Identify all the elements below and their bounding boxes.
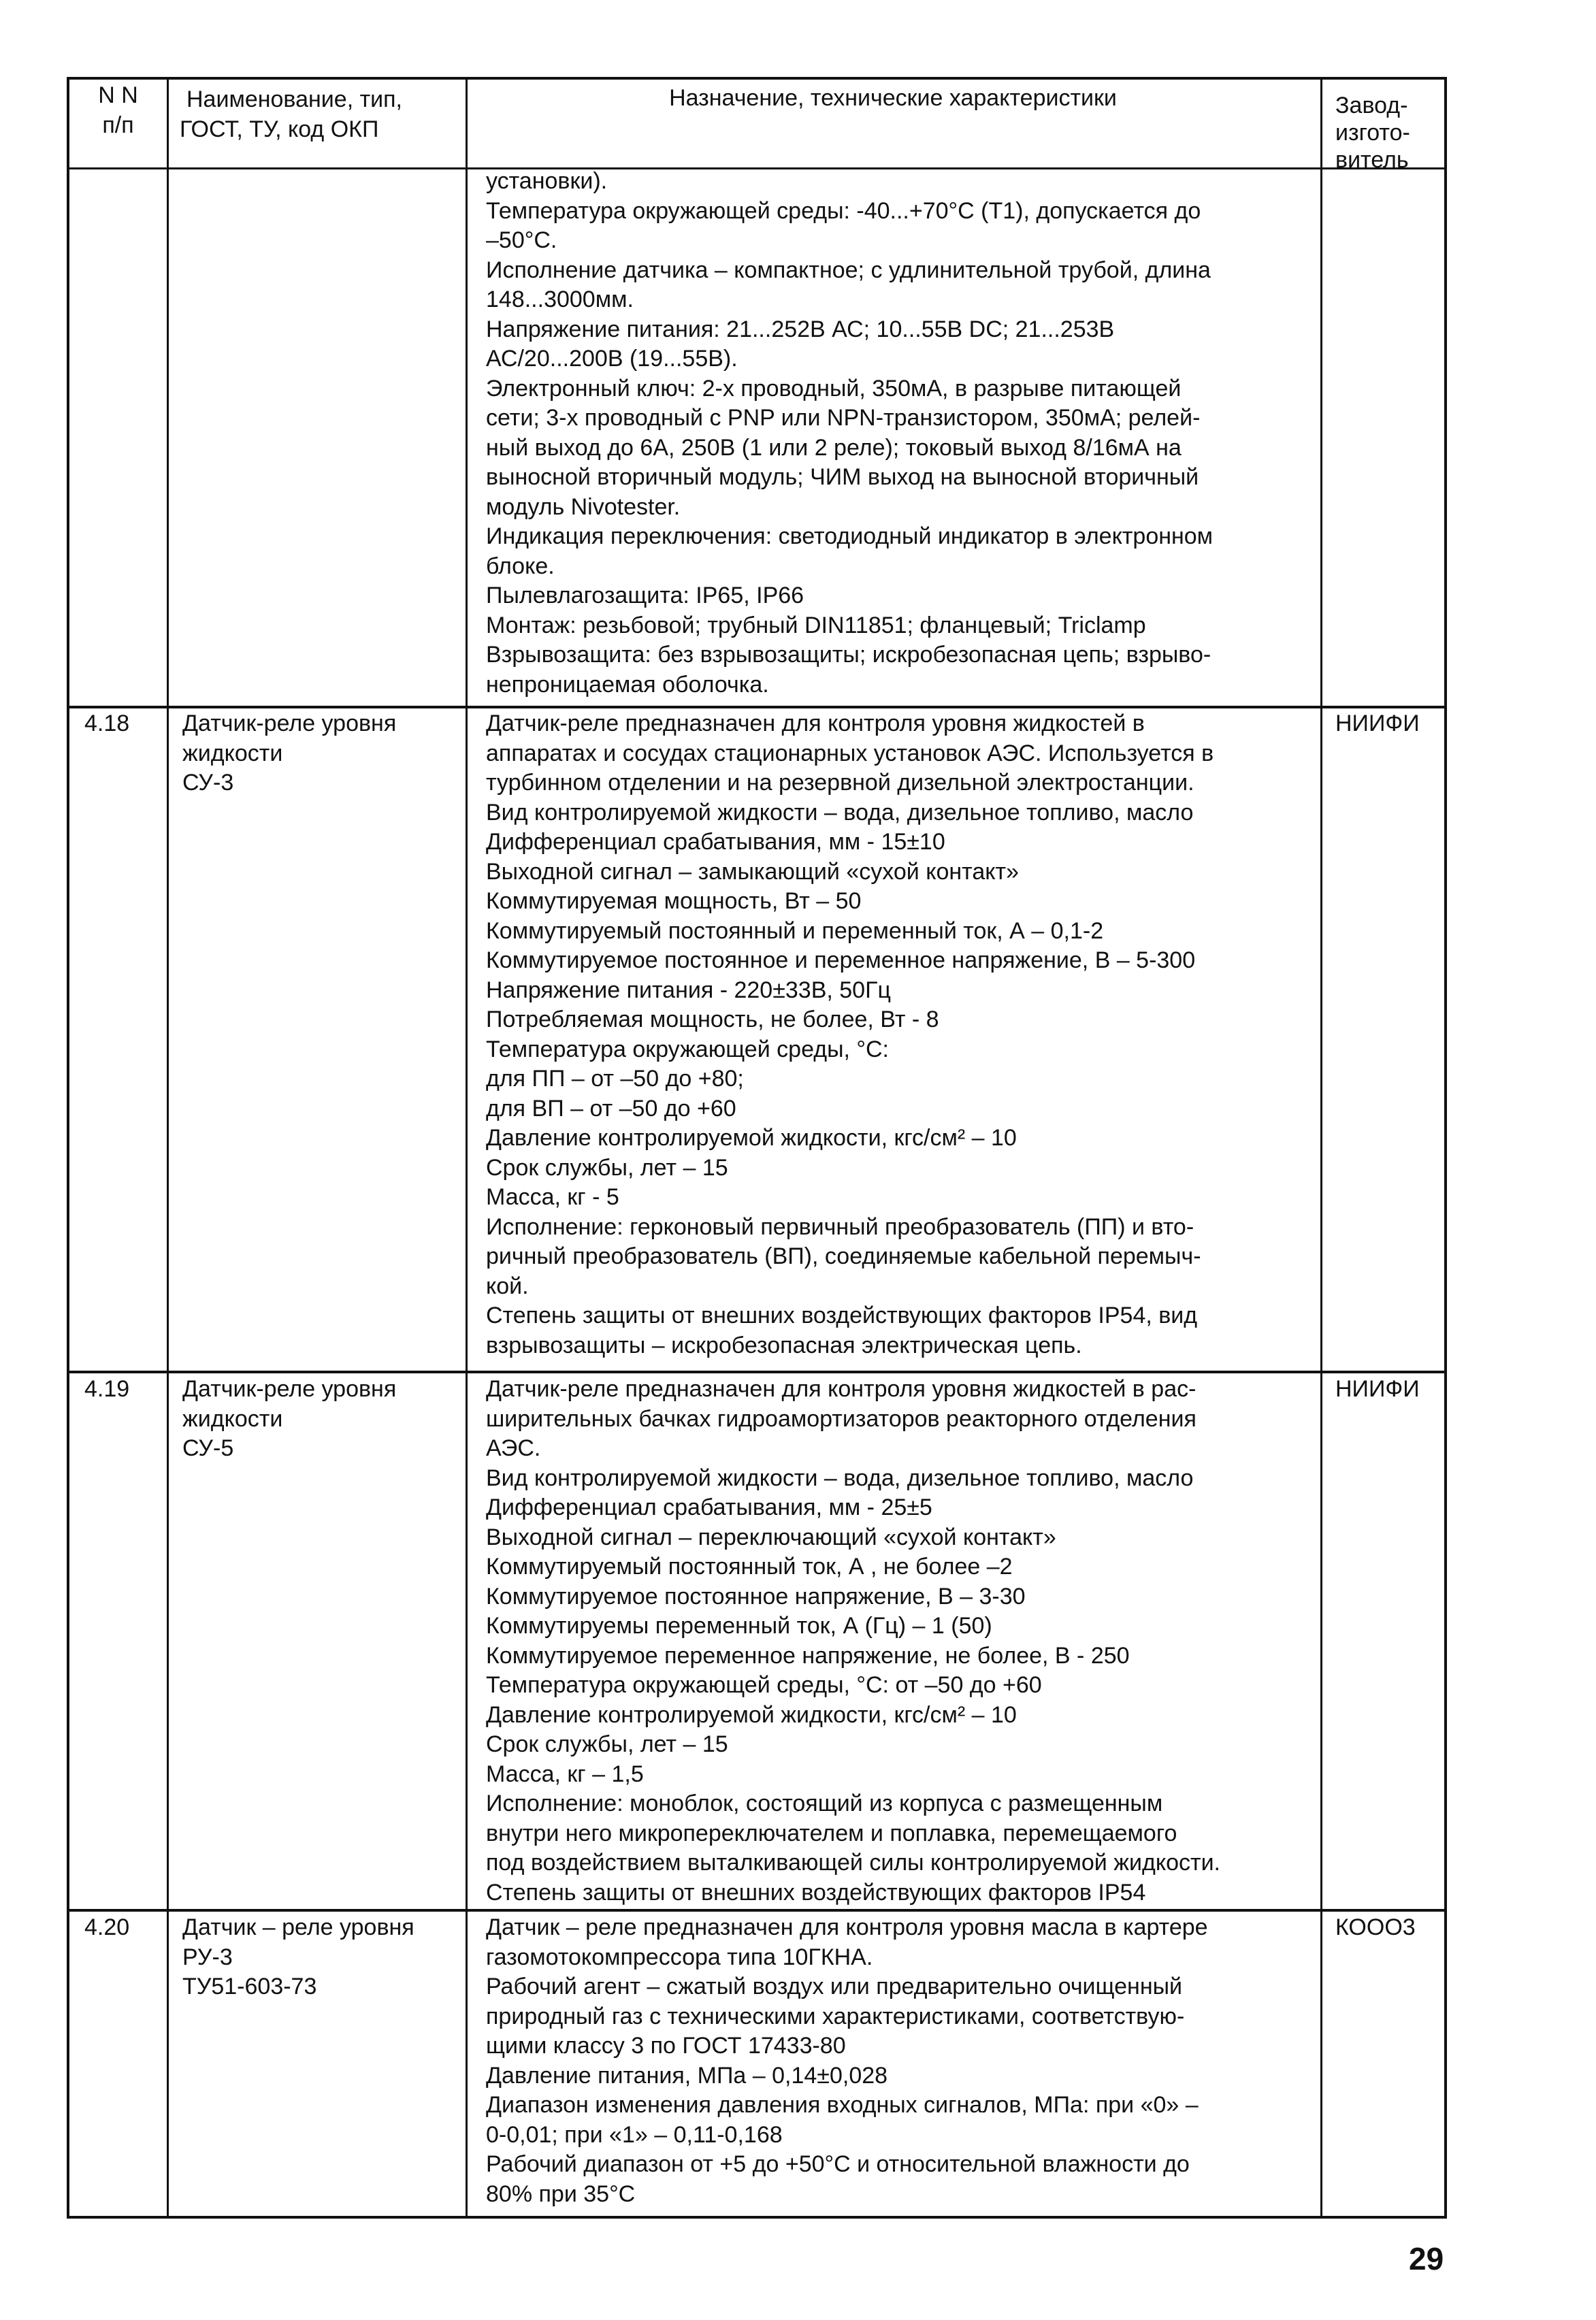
spec-table <box>67 77 1447 2219</box>
header-name: Наименование, тип, ГОСТ, ТУ, код ОКП <box>180 86 403 142</box>
row-description: Датчик – реле предназначен для контроля уровня масла в картере газомотокомпрессора типа 10ГКНА. Рабочий агент – сжатый воздух или предварительно очищенный природный газ с техническими характеристиками, соответствую- щими классу 3 по ГОСТ 17433-80 Давление питания, МПа – 0,14±0,028 Диапазон изменения давления входных сигналов, МПа: при «0» – 0-0,01; при «1» – 0,11-0,168 Рабочий диапазон от +5 до +50°С и относительной влажности до 80% при 35°С <box>486 1914 1208 2207</box>
row-number: 4.20 <box>84 1914 130 1940</box>
column-divider <box>466 80 468 2216</box>
row-maker: КООО3 <box>1335 1914 1416 1940</box>
header-num: N N п/п <box>98 82 138 138</box>
row-maker: НИИФИ <box>1335 710 1420 736</box>
row-divider <box>69 1371 1444 1373</box>
row-name: Датчик-реле уровня жидкости СУ-5 <box>182 1376 397 1461</box>
page-number: 29 <box>1409 2241 1444 2276</box>
row-continuation-text: установки). Температура окружающей среды: -40...+70°С (Т1), допускается до –50°С. Исполнение датчика – компактное; с удлинительной трубой, длина 148...3000мм. Напряжение питания: 21...252В АС; 10...55В DC; 21...253В АС/20...200В (19...55В). Электронный ключ: 2-х проводный, 350мА, в разрыве питающей сети; 3-х проводный с PNP или NPN-транзистором, 350мА; релей- ный выход до 6А, 250В (1 или 2 реле); токовый выход 8/16мА на выносной вторичный модуль; ЧИМ выход на выносной вторичный модуль Nivotester. Индикация переключения: светодиодный индикатор в электронном блоке. Пылевлагозащита: IP65, IP66 Монтаж: резьбовой; трубный DIN11851; фланцевый; Triclamp Взрывозащита: без взрывозащиты; искробезопасная цепь; взрыво- непроницаемая оболочка. <box>486 168 1214 698</box>
header-maker: Завод- изгото- витель <box>1335 93 1410 173</box>
row-divider <box>69 706 1444 708</box>
row-description: Датчик-реле предназначен для контроля уровня жидкостей в рас- ширительных бачках гидроамортизаторов реакторного отделения АЭС. Вид контролируемой жидкости – вода, дизельное топливо, масло Дифференциал срабатывания, мм - 25±5 Выходной сигнал – переключающий «сухой контакт» Коммутируемый постоянный ток, А , не более –2 Коммутируемое постоянное напряжение, В – 3-30 Коммутируемы переменный ток, А (Гц) – 1 (50) Коммутируемое переменное напряжение, не более, В - 250 Температура окружающей среды, °С: от –50 до +60 Давление контролируемой жидкости, кгс/см² – 10 Срок службы, лет – 15 Масса, кг – 1,5 Исполнение: моноблок, состоящий из корпуса с размещенным внутри него микропереключателем и поплавка, перемещаемого под воздействием выталкивающей силы контролируемой жидкости. Степень защиты от внешних воздействующих факторов IP54 <box>486 1376 1221 1906</box>
row-number: 4.18 <box>84 710 130 736</box>
row-maker: НИИФИ <box>1335 1376 1420 1402</box>
row-number: 4.19 <box>84 1376 130 1402</box>
header-purpose: Назначение, технические характеристики <box>669 85 1117 111</box>
column-divider <box>1320 80 1322 2216</box>
row-divider <box>69 1909 1444 1912</box>
row-description: Датчик-реле предназначен для контроля уровня жидкостей в аппаратах и сосудах стационарных установок АЭС. Используется в турбинном отделении и на резервной дизельной электростанции. Вид контролируемой жидкости – вода, дизельное топливо, масло Дифференциал срабатывания, мм - 15±10 Выходной сигнал – замыкающий «сухой контакт» Коммутируемая мощность, Вт – 50 Коммутируемый постоянный и переменный ток, А – 0,1-2 Коммутируемое постоянное и переменное напряжение, В – 5-300 Напряжение питания - 220±33В, 50Гц Потребляемая мощность, не более, Вт - 8 Температура окружающей среды, °С: для ПП – от –50 до +80; для ВП – от –50 до +60 Давление контролируемой жидкости, кгс/см² – 10 Срок службы, лет – 15 Масса, кг - 5 Исполнение: герконовый первичный преобразователь (ПП) и вто- ричный преобразователь (ВП), соединяемые кабельной перемыч- кой. Степень защиты от внешних воздействующих факторов IP54, вид взрывозащиты – искробезопасная электрическая цепь. <box>486 710 1214 1358</box>
column-divider <box>167 80 169 2216</box>
row-name: Датчик-реле уровня жидкости СУ-3 <box>182 710 397 796</box>
row-name: Датчик – реле уровня РУ-3 ТУ51-603-73 <box>182 1914 414 1999</box>
